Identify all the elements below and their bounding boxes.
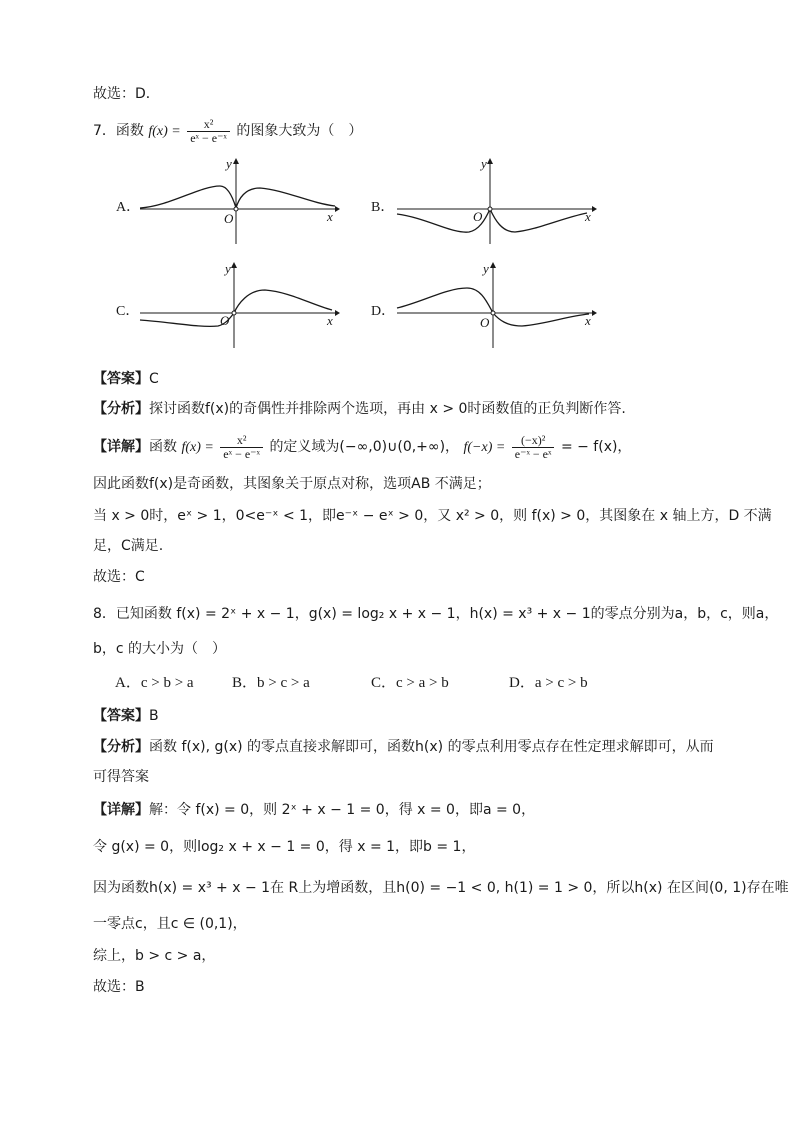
q7-analysis-tag: 【分析】	[93, 401, 149, 417]
q7-line2: 因此函数f(x)是奇函数，其图象关于原点对称，选项AB 不满足；	[93, 476, 491, 492]
graph-b-y-label: y	[481, 156, 487, 171]
graph-d	[397, 262, 597, 352]
graph-a-origin: O	[224, 211, 234, 226]
q7-line4: 足，C满足.	[93, 538, 164, 554]
question-7	[93, 113, 362, 149]
q7-numerator: x²	[187, 118, 230, 132]
q8-option-a: A．c > b > a	[115, 675, 194, 691]
q7-detail	[93, 429, 631, 465]
q8-detail-tag: 【详解】	[93, 802, 149, 818]
q7-detail-den1: eˣ − e⁻ˣ	[223, 446, 260, 461]
graph-c-label: C．	[116, 304, 140, 319]
graph-b-x-label: x	[585, 209, 591, 224]
q8-analysis	[93, 737, 714, 757]
q7-prefix: 7．函数	[93, 123, 144, 139]
q8-line2: b，c 的大小为（ ）	[93, 641, 227, 657]
prev-answer-line: 故选：D．	[93, 86, 160, 102]
graph-a-label: A．	[116, 200, 141, 215]
q8-choose: 故选：B	[93, 979, 145, 995]
q7-detail-den2: e⁻ˣ − eˣ	[514, 446, 552, 461]
q8-answer-tag: 【答案】	[93, 708, 149, 724]
graph-a	[140, 158, 340, 248]
graph-a-y-label: y	[226, 156, 232, 171]
q8-line-unique: 一零点c，且c ∈ (0,1)，	[93, 916, 247, 932]
q7-denominator: eˣ − e⁻ˣ	[190, 130, 227, 145]
graph-c	[140, 262, 340, 352]
q7-detail-num1: x²	[220, 434, 263, 448]
q7-detail-tag: 【详解】	[93, 439, 149, 455]
q7-analysis-text: 探讨函数f(x)的奇偶性并排除两个选项，再由 x > 0时函数值的正负判断作答.	[149, 401, 626, 417]
q7-detail-frac1	[220, 434, 263, 461]
graph-b	[397, 158, 597, 248]
q7-detail-frac2	[512, 434, 555, 461]
q8-detail-text: 解：令 f(x) = 0，则 2ˣ + x − 1 = 0，得 x = 0，即a = 0，	[149, 802, 536, 818]
q7-fraction	[187, 118, 230, 145]
q8-analysis-tag: 【分析】	[93, 739, 149, 755]
q8-answer	[93, 706, 159, 726]
q8-analysis-text: 函数 f(x), g(x) 的零点直接求解即可，函数h(x) 的零点利用零点存在性定理求解即可，从而	[149, 739, 714, 755]
q7-detail-t2: 的定义域为(−∞,0)∪(0,+∞)，	[269, 439, 460, 455]
q8-summary: 综上，b > c > a，	[93, 948, 216, 964]
q7-line3: 当 x > 0时，eˣ > 1，0<e⁻ˣ < 1，即e⁻ˣ − eˣ > 0，又 x² > 0，则 f(x) > 0，其图象在 x 轴上方，D 不满	[93, 508, 772, 524]
graph-b-label: B．	[371, 200, 395, 215]
q8-line1: 8．已知函数 f(x) = 2ˣ + x − 1，g(x) = log₂ x + x − 1，h(x) = x³ + x − 1的零点分别为a，b，c，则a，	[93, 606, 779, 622]
q8-option-d: D．a > c > b	[509, 675, 588, 691]
graph-c-y-label: y	[225, 261, 231, 276]
q7-detail-t1: 函数	[149, 439, 177, 455]
q7-detail-f: f(x) =	[181, 440, 214, 455]
q7-choose: 故选：C	[93, 569, 145, 585]
graph-d-label: D．	[371, 304, 396, 319]
q8-detail	[93, 800, 535, 820]
q7-detail-num2: (−x)²	[512, 434, 555, 448]
q8-analysis-2: 可得答案	[93, 769, 149, 785]
q7-answer-tag: 【答案】	[93, 371, 149, 387]
graph-c-x-label: x	[327, 313, 333, 328]
q8-answer-text: B	[149, 708, 159, 724]
q7-func-lhs: f(x) =	[148, 124, 181, 139]
graph-d-origin: O	[480, 315, 490, 330]
q8-line-h: 因为函数h(x) = x³ + x − 1在 R上为增函数，且h(0) = −1 < 0, h(1) = 1 > 0，所以h(x) 在区间(0, 1)存在唯	[93, 880, 789, 896]
graph-d-y-label: y	[483, 261, 489, 276]
graph-b-origin: O	[473, 209, 483, 224]
q8-option-b: B．b > c > a	[232, 675, 310, 691]
q7-suffix: 的图象大致为（ ）	[236, 123, 363, 139]
q7-answer	[93, 369, 159, 389]
q7-detail-t3: = − f(x)，	[560, 439, 632, 455]
q8-option-c: C．c > a > b	[371, 675, 449, 691]
graph-a-x-label: x	[327, 209, 333, 224]
q8-line-g: 令 g(x) = 0，则log₂ x + x − 1 = 0，得 x = 1，即b = 1，	[93, 839, 476, 855]
graph-c-origin: O	[220, 313, 230, 328]
q7-answer-text: C	[149, 371, 159, 387]
q7-analysis	[93, 399, 626, 419]
q7-detail-fneg: f(−x) =	[463, 440, 506, 455]
graph-d-x-label: x	[585, 313, 591, 328]
